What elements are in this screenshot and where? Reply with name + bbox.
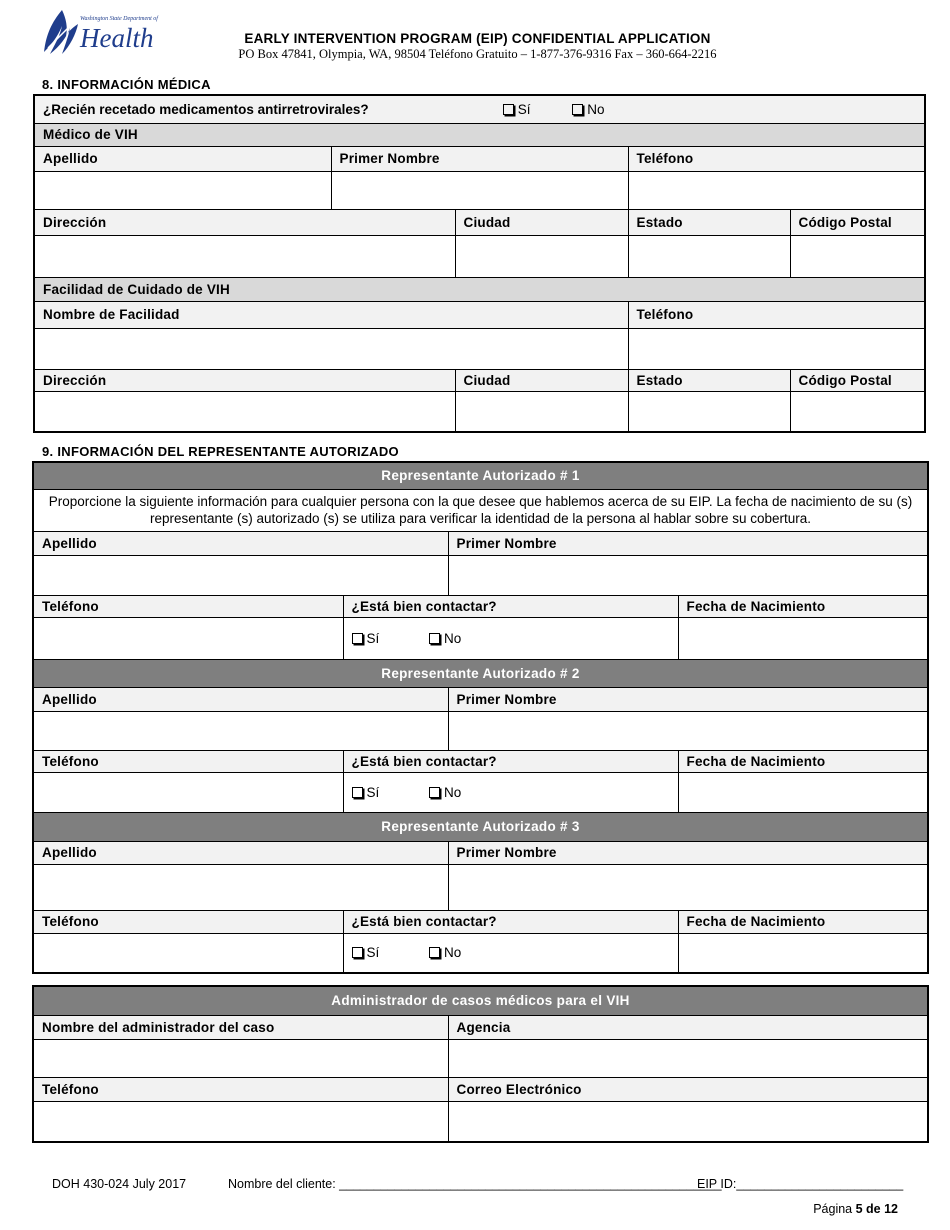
facility-name-label: Nombre de Facilidad <box>34 301 628 328</box>
doctor-state-label: Estado <box>628 209 790 235</box>
case-manager-phone-label: Teléfono <box>33 1077 448 1101</box>
health-logo-icon <box>40 8 80 58</box>
rep2-first-name-field[interactable] <box>448 711 928 750</box>
facility-header: Facilidad de Cuidado de VIH <box>34 277 925 301</box>
doctor-city-field[interactable] <box>455 235 628 277</box>
doctor-state-field[interactable] <box>628 235 790 277</box>
facility-zip-field[interactable] <box>790 391 925 432</box>
form-id: DOH 430-024 July 2017 <box>52 1177 187 1191</box>
section9-title: 9. INFORMACIÓN DEL REPRESENTANTE AUTORIZADO <box>42 444 399 459</box>
rep2-first-name-label: Primer Nombre <box>448 687 928 711</box>
rep2-last-name-label: Apellido <box>33 687 448 711</box>
arv-yes-option[interactable]: Sí <box>503 102 531 117</box>
rep2-header: Representante Autorizado # 2 <box>33 659 928 687</box>
rep1-contact-options <box>343 617 678 659</box>
rep2-phone-label: Teléfono <box>33 750 343 772</box>
checkbox-icon[interactable] <box>352 947 363 958</box>
rep3-dob-label: Fecha de Nacimiento <box>678 910 928 933</box>
rep1-first-name-field[interactable] <box>448 555 928 595</box>
eip-id-line[interactable]: EIP ID:________________________ <box>697 1177 904 1191</box>
page-number: Página 5 de 12 <box>813 1202 898 1216</box>
rep1-yes-option[interactable]: Sí <box>352 631 380 646</box>
facility-zip-label: Código Postal <box>790 369 925 391</box>
rep3-yes-option[interactable]: Sí <box>352 945 380 960</box>
checkbox-icon[interactable] <box>572 104 583 115</box>
rep3-no-option[interactable]: No <box>429 945 461 960</box>
rep1-phone-field[interactable] <box>33 617 343 659</box>
email-label: Correo Electrónico <box>448 1077 928 1101</box>
facility-city-field[interactable] <box>455 391 628 432</box>
email-field[interactable] <box>448 1101 928 1142</box>
checkbox-icon[interactable] <box>352 787 363 798</box>
facility-state-label: Estado <box>628 369 790 391</box>
rep3-dob-field[interactable] <box>678 933 928 973</box>
rep1-last-name-field[interactable] <box>33 555 448 595</box>
rep2-phone-field[interactable] <box>33 772 343 812</box>
rep1-dob-field[interactable] <box>678 617 928 659</box>
rep3-last-name-field[interactable] <box>33 864 448 910</box>
logo-dept-text: Washington State Department of <box>80 16 158 22</box>
facility-city-label: Ciudad <box>455 369 628 391</box>
rep3-phone-field[interactable] <box>33 933 343 973</box>
facility-phone-field[interactable] <box>628 328 925 369</box>
case-manager-name-field[interactable] <box>33 1039 448 1077</box>
rep1-dob-label: Fecha de Nacimiento <box>678 595 928 617</box>
rep3-contact-options <box>343 933 678 973</box>
logo-health-text: Health <box>80 23 154 53</box>
rep1-header: Representante Autorizado # 1 <box>33 462 928 489</box>
rep3-header: Representante Autorizado # 3 <box>33 812 928 841</box>
checkbox-icon[interactable] <box>352 633 363 644</box>
rep2-last-name-field[interactable] <box>33 711 448 750</box>
checkbox-icon[interactable] <box>503 104 514 115</box>
doctor-address-label: Dirección <box>34 209 455 235</box>
rep2-contact-label: ¿Está bien contactar? <box>343 750 678 772</box>
rep1-last-name-label: Apellido <box>33 531 448 555</box>
authorized-rep-table <box>32 461 929 974</box>
rep3-phone-label: Teléfono <box>33 910 343 933</box>
rep2-dob-field[interactable] <box>678 772 928 812</box>
rep3-contact-label: ¿Está bien contactar? <box>343 910 678 933</box>
case-manager-header: Administrador de casos médicos para el VIH <box>33 986 928 1015</box>
checkbox-icon[interactable] <box>429 787 440 798</box>
section8-title: 8. INFORMACIÓN MÉDICA <box>42 77 211 92</box>
arv-question: ¿Recién recetado medicamentos antirretrovirales? <box>43 101 369 117</box>
client-name-line[interactable]: Nombre del cliente: _______________________________________________________ <box>228 1177 722 1191</box>
rep1-phone-label: Teléfono <box>33 595 343 617</box>
contact-info: PO Box 47841, Olympia, WA, 98504 Teléfono Gratuito – 1-877-376-9316 Fax – 360-664-2216 <box>238 47 717 61</box>
case-manager-name-label: Nombre del administrador del caso <box>33 1015 448 1039</box>
rep3-first-name-label: Primer Nombre <box>448 841 928 864</box>
doctor-zip-label: Código Postal <box>790 209 925 235</box>
rep1-contact-label: ¿Está bien contactar? <box>343 595 678 617</box>
facility-address-field[interactable] <box>34 391 455 432</box>
rep3-last-name-label: Apellido <box>33 841 448 864</box>
facility-phone-label: Teléfono <box>628 301 925 328</box>
doctor-last-name-field[interactable] <box>34 171 331 209</box>
doctor-last-name-label: Apellido <box>34 146 331 171</box>
rep2-contact-options <box>343 772 678 812</box>
doctor-first-name-field[interactable] <box>331 171 628 209</box>
doctor-city-label: Ciudad <box>455 209 628 235</box>
medical-info-table <box>33 94 926 433</box>
arv-question-row <box>34 95 925 123</box>
doctor-header: Médico de VIH <box>34 123 925 146</box>
doctor-zip-field[interactable] <box>790 235 925 277</box>
checkbox-icon[interactable] <box>429 947 440 958</box>
agency-field[interactable] <box>448 1039 928 1077</box>
doctor-first-name-label: Primer Nombre <box>331 146 628 171</box>
facility-name-field[interactable] <box>34 328 628 369</box>
facility-address-label: Dirección <box>34 369 455 391</box>
case-manager-phone-field[interactable] <box>33 1101 448 1142</box>
case-manager-table <box>32 985 929 1143</box>
rep-description: Proporcione la siguiente información para cualquier persona con la que desee que hablemos acerca de su EIP. La fecha de nacimiento de su (s) representante (s) autorizado (s) se utiliza para verificar la identidad de la persona al hablar sobre su cobertura. <box>33 489 928 531</box>
doctor-address-field[interactable] <box>34 235 455 277</box>
page-title: EARLY INTERVENTION PROGRAM (EIP) CONFIDENTIAL APPLICATION <box>244 31 711 46</box>
agency-label: Agencia <box>448 1015 928 1039</box>
arv-no-option[interactable]: No <box>572 102 604 117</box>
facility-state-field[interactable] <box>628 391 790 432</box>
rep2-yes-option[interactable]: Sí <box>352 785 380 800</box>
rep2-dob-label: Fecha de Nacimiento <box>678 750 928 772</box>
rep3-first-name-field[interactable] <box>448 864 928 910</box>
rep2-no-option[interactable]: No <box>429 785 461 800</box>
doctor-phone-field[interactable] <box>628 171 925 209</box>
rep1-first-name-label: Primer Nombre <box>448 531 928 555</box>
doctor-phone-label: Teléfono <box>628 146 925 171</box>
rep1-no-option[interactable]: No <box>429 631 461 646</box>
health-logo <box>40 8 165 58</box>
checkbox-icon[interactable] <box>429 633 440 644</box>
